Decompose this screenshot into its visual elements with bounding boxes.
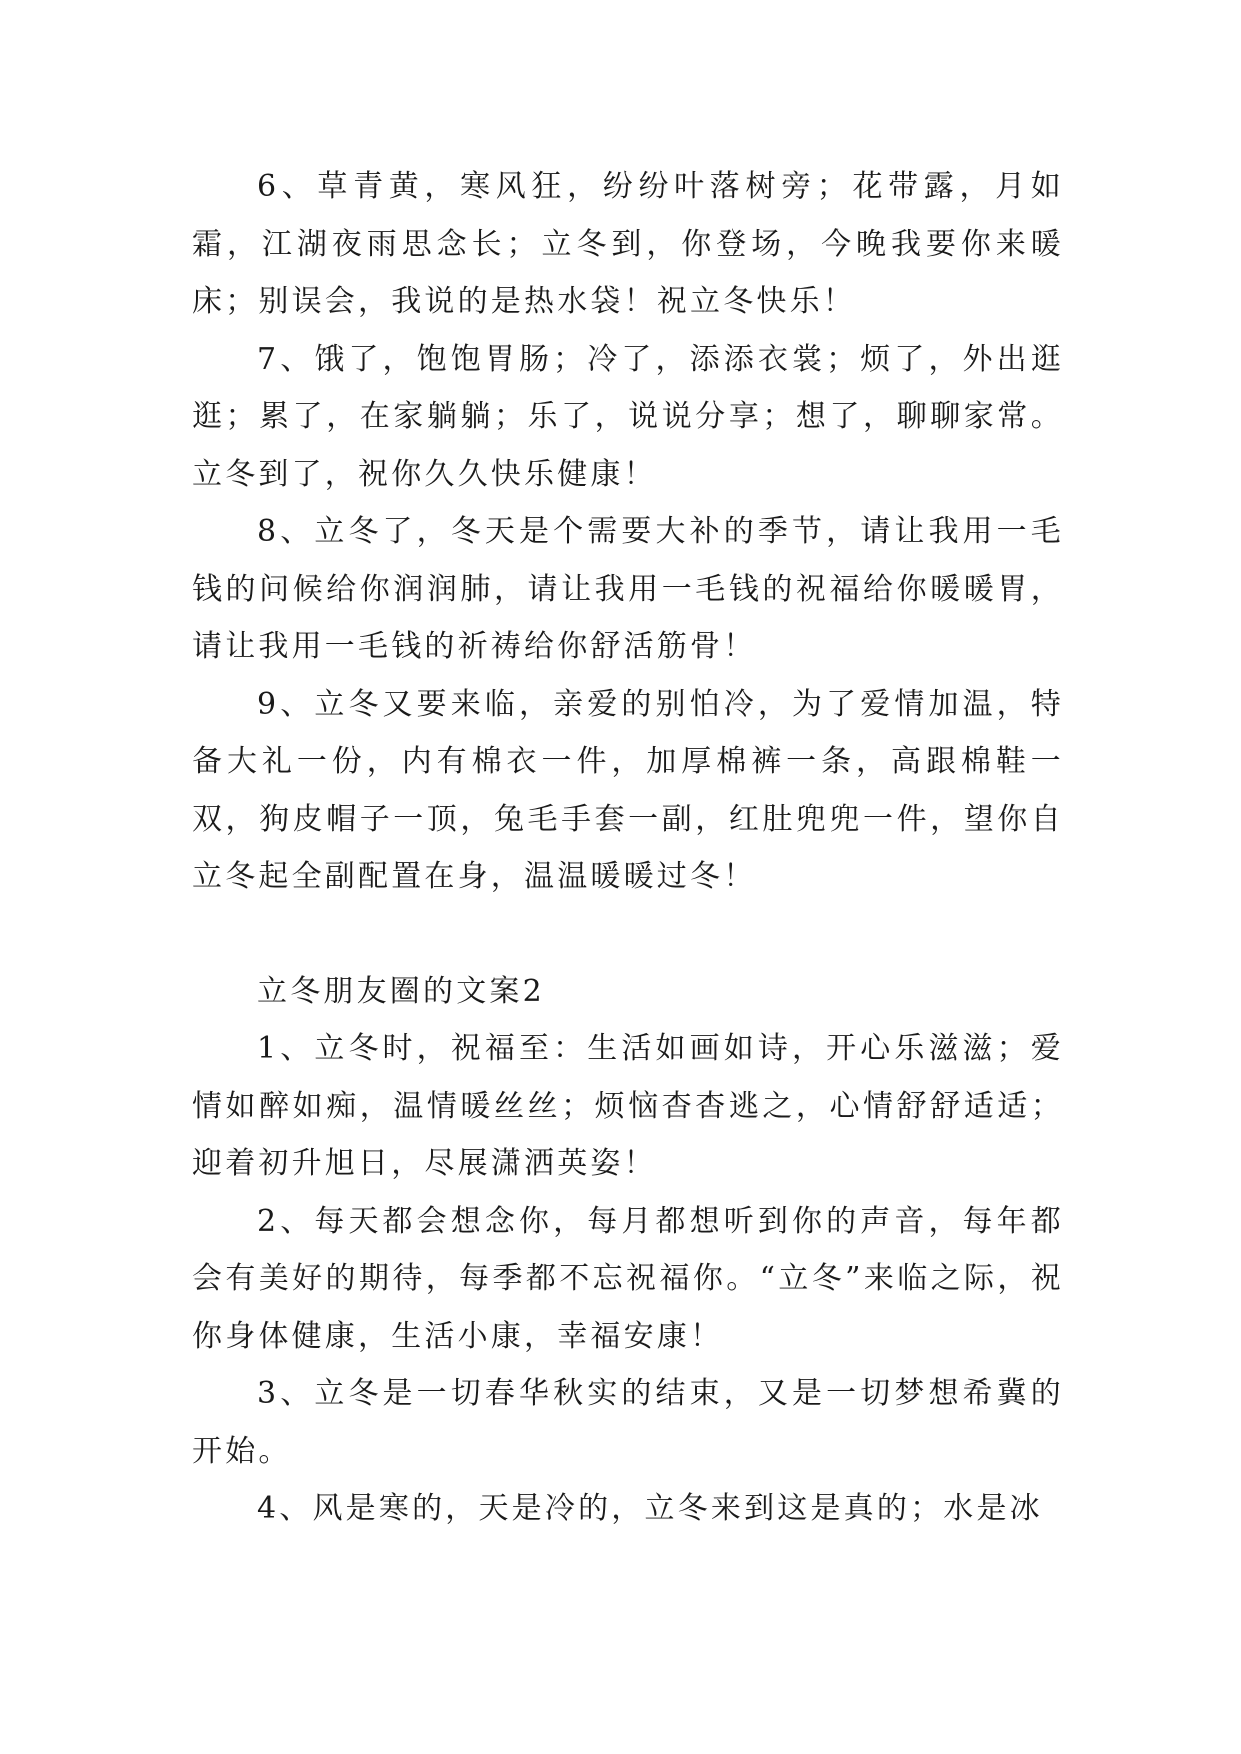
list-item: 2、每天都会想念你，每月都想听到你的声音，每年都会有美好的期待，每季都不忘祝福你。“立冬”来临之际，祝你身体健康，生活小康，幸福安康！ [192, 1203, 1064, 1354]
list-item: 8、立冬了，冬天是个需要大补的季节，请让我用一毛钱的问候给你润润肺，请让我用一毛钱的祝福给你暖暖胃，请让我用一毛钱的祈祷给你舒活筋骨！ [192, 514, 1064, 664]
list-item: 3、立冬是一切春华秋实的结束，又是一切梦想希冀的开始。 [192, 1376, 1064, 1469]
list-item: 9、立冬又要来临，亲爱的别怕冷，为了爱情加温，特备大礼一份，内有棉衣一件，加厚棉裤一条，高跟棉鞋一双，狗皮帽子一顶，兔毛手套一副，红肚兜兜一件，望你自立冬起全副配置在身，温温暖暖过冬！ [192, 686, 1064, 894]
section-spacer [192, 906, 1064, 963]
section-heading: 立冬朋友圈的文案2 [257, 973, 545, 1009]
list-item: 7、饿了，饱饱胃肠；冷了，添添衣裳；烦了，外出逛逛；累了，在家躺躺；乐了，说说分享；想了，聊聊家常。立冬到了，祝你久久快乐健康！ [192, 341, 1064, 492]
list-item: 6、草青黄，寒风狂，纷纷叶落树旁；花带露，月如霜，江湖夜雨思念长；立冬到，你登场，今晚我要你来暖床；别误会，我说的是热水袋！祝立冬快乐！ [192, 169, 1064, 319]
list-item: 1、立冬时，祝福至：生活如画如诗，开心乐滋滋；爱情如醉如痴，温情暖丝丝；烦恼杳杳逃之，心情舒舒适适；迎着初升旭日，尽展潇洒英姿！ [192, 1031, 1064, 1181]
document-body [192, 158, 1064, 1538]
list-item: 4、风是寒的，天是冷的，立冬来到这是真的；水是冰 [257, 1491, 1043, 1526]
